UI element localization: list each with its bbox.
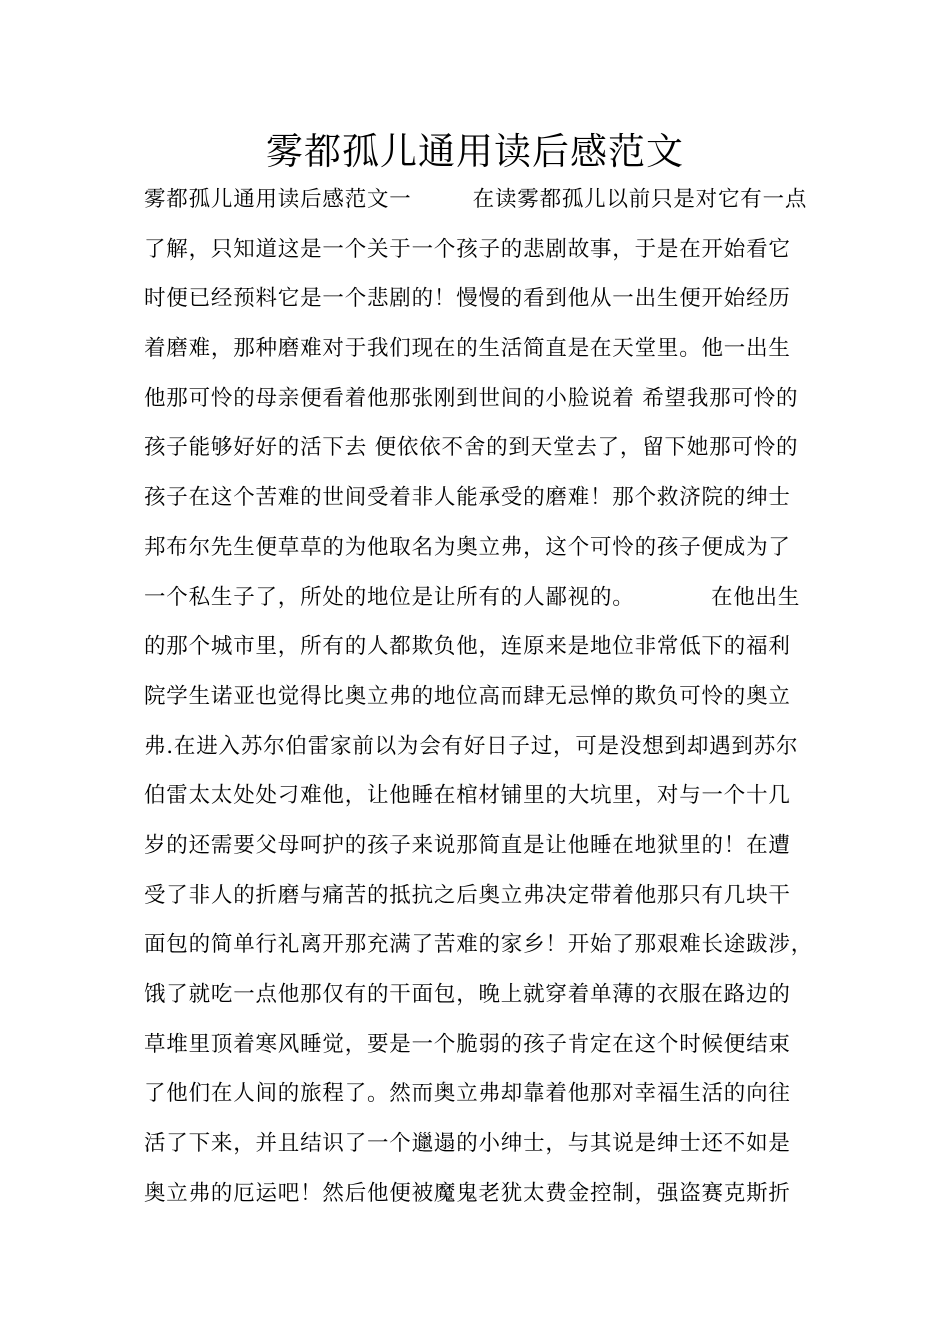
text-line: 孩子能够好好的活下去 便依依不舍的到天堂去了，留下她那可怜的 xyxy=(144,435,799,461)
text-line: 一个私生子了，所处的地位是让所有的人鄙视的。 在他出生 xyxy=(144,584,801,610)
text-line: 伯雷太太处处刁难他，让他睡在棺材铺里的大坑里，对与一个十几 xyxy=(144,783,791,809)
document-title: 雾都孤儿通用读后感范文 xyxy=(266,130,684,173)
text-line: 饿了就吃一点他那仅有的干面包，晚上就穿着单薄的衣服在路边的 xyxy=(144,982,791,1007)
text-line: 岁的还需要父母呵护的孩子来说那简直是让他睡在地狱里的！在遭 xyxy=(144,832,791,858)
text-line: 了他们在人间的旅程了。然而奥立弗却靠着他那对幸福生活的向往 xyxy=(144,1081,791,1107)
text-line: 弗.在进入苏尔伯雷家前以为会有好日子过，可是没想到却遇到苏尔 xyxy=(144,733,799,759)
text-line: 雾都孤儿通用读后感范文一 在读雾都孤儿以前只是对它有一点 xyxy=(144,187,808,212)
document-body xyxy=(144,179,824,1222)
text-line: 他那可怜的母亲便看着他那张刚到世间的小脸说着 希望我那可怜的 xyxy=(144,385,799,411)
text-line: 受了非人的折磨与痛苦的抵抗之后奥立弗决定带着他那只有几块干 xyxy=(144,882,791,908)
text-line: 草堆里顶着寒风睡觉，要是一个脆弱的孩子肯定在这个时候便结束 xyxy=(144,1031,791,1057)
text-line: 孩子在这个苦难的世间受着非人能承受的磨难！那个救济院的绅士 xyxy=(144,485,791,511)
text-line: 院学生诺亚也觉得比奥立弗的地位高而肆无忌惮的欺负可怜的奥立 xyxy=(144,683,791,709)
text-line: 面包的简单行礼离开那充满了苦难的家乡！开始了那艰难长途跋涉， xyxy=(144,932,814,958)
text-line: 着磨难，那种磨难对于我们现在的生活简直是在天堂里。他一出生 xyxy=(144,336,791,362)
text-line: 奥立弗的厄运吧！然后他便被魔鬼老犹太费金控制，强盗赛克斯折 xyxy=(144,1180,791,1206)
text-line: 时便已经预料它是一个悲剧的！慢慢的看到他从一出生便开始经历 xyxy=(144,286,791,312)
text-line: 邦布尔先生便草草的为他取名为奥立弗，这个可怜的孩子便成为了 xyxy=(144,534,791,560)
text-line: 了解，只知道这是一个关于一个孩子的悲剧故事，于是在开始看它 xyxy=(144,236,791,262)
text-line: 的那个城市里，所有的人都欺负他，连原来是地位非常低下的福利 xyxy=(144,634,791,660)
text-line: 活了下来，并且结识了一个邋遢的小绅士，与其说是绅士还不如是 xyxy=(144,1131,791,1157)
